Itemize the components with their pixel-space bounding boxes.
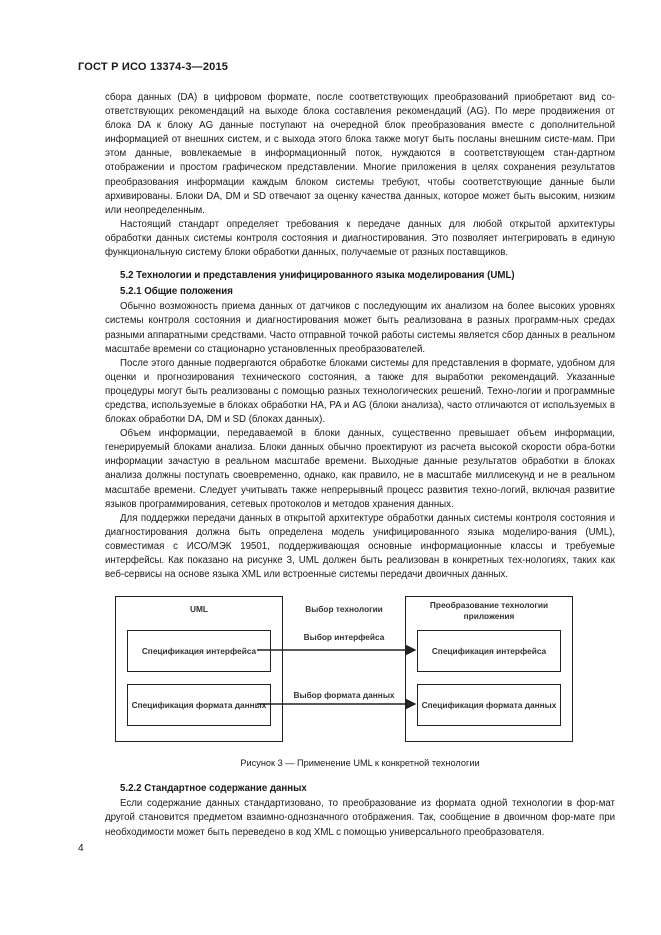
figure-uml-diagram [105,590,615,758]
paragraph: сбора данных (DA) в цифровом формате, после соответствующих преобразований приобретают вид со-ответствующих рекомендаций на выходе блока составления рекомендаций (AG). По мере продвижения от блока DA к блоку AG данные поступают на очередной блок преобразования вместе с дополнительной информацией от внешних систем, и с выхода этого блока также могут быть посланы внешним систе-мам. При этом данные, вовлекаемые в информационный поток, нуждаются в соответствующем стан-дартном отображении и простом графическом представлении. Многие приложения в целях сохранения результатов преобразования информации каждым блоком системы требуют, чтобы соответствующие данные были архивированы. Блоки DA, DM и SD отвечают за оценку качества данных, которое может быть высоким, низким или неопределенным. [105,92,615,216]
page-body [105,91,615,840]
left-format-spec-box: Спецификация формата данных [127,684,271,726]
paragraph: Если содержание данных стандартизовано, то преобразование из формата одной технологии в фор-мат другой становится предметом взаимно-однозначного отображения. Так, сообщение в двоичном фор-мате при необходимости может быть переведено в код XML с помощью универсального преобразователя. [105,798,615,838]
diagram-arrows [105,590,615,758]
technology-title: Преобразование технологии приложения [429,600,549,622]
paragraph: После этого данные подвергаются обработке блоками системы для представления в формате, удобном для оценки и прогнозирования технического состояния, а также для выработки рекомендаций. Указанные процедуры могут быть реализованы с помощью разных технологических решений. Техно-логии и программные средства, используемые в блоках обработки HA, PA и AG (блоки анализа), часто отличаются от используемых в блоках обработки DA, DM и SD (блоках данных). [105,357,615,426]
paragraph: Настоящий стандарт определяет требования к передаче данных для любой открытой архитектуры обработки данных системы контроля состояния и диагностирования. Это позволяет интегрировать в единую функциональную систему блоки обработки данных, получаемые от разных поставщиков. [105,218,615,259]
uml-title: UML [190,604,208,615]
document-header: ГОСТ Р ИСО 13374-3—2015 [78,61,229,73]
section-heading-5-2-1: 5.2.1 Общие положения [120,286,233,298]
figure-caption: Рисунок 3 — Применение UML к конкретной технологии [240,758,480,769]
right-format-spec-box: Спецификация формата данных [417,684,561,726]
paragraph: Обычно возможность приема данных от датчиков с последующим их анализом на более высоких уровнях системы контроля состояния и диагностирования может быть реализована в разных программ-ных средах разными аппаратными средствами. Часто отправной точкой работы системы является сбор данных в реальном масштабе времени со стационарно установленных преобразователей. [105,301,615,355]
section-heading-5-2-2: 5.2.2 Стандартное содержание данных [120,783,307,795]
right-interface-spec-box: Спецификация интерфейса [417,630,561,672]
label-interface-choice: Выбор интерфейса [303,632,385,643]
paragraph: Объем информации, передаваемой в блоки данных, существенно превышает объем информации, генерируемый блоками анализа. Блоки данных обычно проектируют из расчета высокой скорости обра-ботки информации зачастую в реальном масштабе времени. Выходные данные результатов обработки в блоках анализа должны поступать своевременно, однако, как правило, не в масштабе миллисекунд и не в реальном масштабе времени. Следует учитывать также непрерывный процесс развития техно-логий, включая развитие языков программирования, сетевых протоколов и методов хранения данных. [105,428,615,510]
section-heading-5-2: 5.2 Технологии и представления унифицированного языка моделирования (UML) [120,270,515,282]
paragraph: Для поддержки передачи данных в открытой архитектуре обработки данных системы контроля состояния и диагностирования должна быть определена модель унифицированного языка моделиро-вания (UML), совместимая с ИСО/МЭК 19501, поддерживающая основные информационные классы и требуемые интерфейсы. Как показано на рисунке 3, UML должен быть реализован в конкретных тех-нологиях, таких как веб-сервисы на основе языка XML или встроенные системы передачи двоичных данных. [105,512,615,581]
label-technology-choice: Выбор технологии [305,604,383,615]
left-interface-spec-box: Спецификация интерфейса [127,630,271,672]
page-number: 4 [78,843,84,854]
label-format-choice: Выбор формата данных [293,690,395,701]
